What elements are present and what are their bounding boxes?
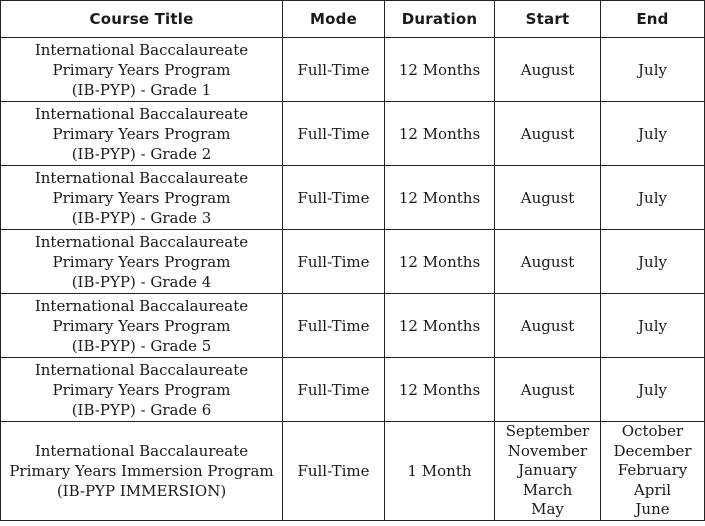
course-title-cell bbox=[1, 230, 283, 294]
course-title-line: Primary Years Program bbox=[52, 60, 231, 79]
start-month: August bbox=[520, 124, 575, 143]
mode-cell: Full-Time bbox=[283, 102, 385, 166]
mode-cell: Full-Time bbox=[283, 230, 385, 294]
mode-cell: Full-Time bbox=[283, 422, 385, 521]
course-title-line: International Baccalaureate bbox=[34, 442, 249, 460]
course-title-line: (IB-PYP) - Grade 1 bbox=[71, 80, 212, 99]
course-title-line: (IB-PYP) - Grade 6 bbox=[71, 400, 212, 419]
end-month: February bbox=[617, 461, 688, 480]
course-title-line: Primary Years Program bbox=[52, 316, 231, 335]
course-title-cell bbox=[1, 102, 283, 166]
duration-cell: 12 Months bbox=[385, 230, 495, 294]
start-month: January bbox=[518, 461, 577, 480]
course-title-line: International Baccalaureate bbox=[34, 40, 249, 59]
course-title-cell bbox=[1, 422, 283, 521]
start-cell bbox=[495, 358, 601, 422]
course-title-line: International Baccalaureate bbox=[34, 232, 249, 251]
course-title-line: International Baccalaureate bbox=[34, 168, 249, 187]
course-title-line: (IB-PYP) - Grade 5 bbox=[71, 336, 212, 355]
duration-cell: 12 Months bbox=[385, 102, 495, 166]
table-row bbox=[1, 230, 705, 294]
start-month: November bbox=[507, 441, 588, 460]
course-title-cell bbox=[1, 166, 283, 230]
end-month: July bbox=[638, 316, 667, 335]
start-cell bbox=[495, 422, 601, 521]
table-row bbox=[1, 102, 705, 166]
start-month: August bbox=[520, 188, 575, 207]
start-month: August bbox=[520, 316, 575, 335]
end-month: July bbox=[638, 252, 667, 271]
table-row bbox=[1, 38, 705, 102]
start-month: May bbox=[531, 500, 564, 519]
course-title-line: Primary Years Program bbox=[52, 380, 231, 399]
table-row bbox=[1, 422, 705, 521]
duration-cell: 12 Months bbox=[385, 166, 495, 230]
mode-cell: Full-Time bbox=[283, 166, 385, 230]
course-title-line: International Baccalaureate bbox=[34, 296, 249, 315]
end-month: June bbox=[635, 500, 670, 519]
start-cell bbox=[495, 166, 601, 230]
course-title-line: International Baccalaureate bbox=[34, 104, 249, 123]
duration-cell: 12 Months bbox=[385, 358, 495, 422]
end-cell bbox=[601, 102, 705, 166]
end-month: July bbox=[638, 124, 667, 143]
table-row bbox=[1, 166, 705, 230]
mode-cell: Full-Time bbox=[283, 294, 385, 358]
duration-cell: 12 Months bbox=[385, 294, 495, 358]
course-title-line: Primary Years Program bbox=[52, 188, 231, 207]
course-title-line: Primary Years Program bbox=[52, 124, 231, 143]
course-title-line: (IB-PYP) - Grade 2 bbox=[71, 144, 212, 163]
start-month: August bbox=[520, 60, 575, 79]
table-row bbox=[1, 294, 705, 358]
course-title-line: (IB-PYP IMMERSION) bbox=[56, 482, 227, 500]
start-cell bbox=[495, 294, 601, 358]
course-title-cell bbox=[1, 358, 283, 422]
end-month: July bbox=[638, 380, 667, 399]
header-duration: Duration bbox=[385, 1, 495, 38]
end-cell bbox=[601, 230, 705, 294]
mode-cell: Full-Time bbox=[283, 38, 385, 102]
end-month: October bbox=[621, 422, 684, 441]
start-cell bbox=[495, 102, 601, 166]
header-mode: Mode bbox=[283, 1, 385, 38]
course-title-line: International Baccalaureate bbox=[34, 360, 249, 379]
mode-cell: Full-Time bbox=[283, 358, 385, 422]
duration-cell: 1 Month bbox=[385, 422, 495, 521]
end-cell bbox=[601, 294, 705, 358]
duration-cell: 12 Months bbox=[385, 38, 495, 102]
end-month: July bbox=[638, 60, 667, 79]
header-start: Start bbox=[495, 1, 601, 38]
course-title-cell bbox=[1, 294, 283, 358]
end-cell bbox=[601, 38, 705, 102]
start-month: August bbox=[520, 380, 575, 399]
end-month: July bbox=[638, 188, 667, 207]
header-row bbox=[1, 1, 705, 38]
end-month: April bbox=[633, 480, 672, 499]
course-title-line: Primary Years Immersion Program bbox=[9, 462, 274, 480]
start-month: September bbox=[505, 422, 590, 441]
header-course-title: Course Title bbox=[1, 1, 283, 38]
course-title-line: (IB-PYP) - Grade 3 bbox=[71, 208, 212, 227]
end-month: December bbox=[613, 441, 692, 460]
header-end: End bbox=[601, 1, 705, 38]
end-cell bbox=[601, 166, 705, 230]
start-month: March bbox=[522, 480, 573, 499]
course-title-line: (IB-PYP) - Grade 4 bbox=[71, 272, 212, 291]
end-cell bbox=[601, 358, 705, 422]
start-month: August bbox=[520, 252, 575, 271]
course-title-cell bbox=[1, 38, 283, 102]
end-cell bbox=[601, 422, 705, 521]
start-cell bbox=[495, 230, 601, 294]
start-cell bbox=[495, 38, 601, 102]
course-title-line: Primary Years Program bbox=[52, 252, 231, 271]
table-row bbox=[1, 358, 705, 422]
